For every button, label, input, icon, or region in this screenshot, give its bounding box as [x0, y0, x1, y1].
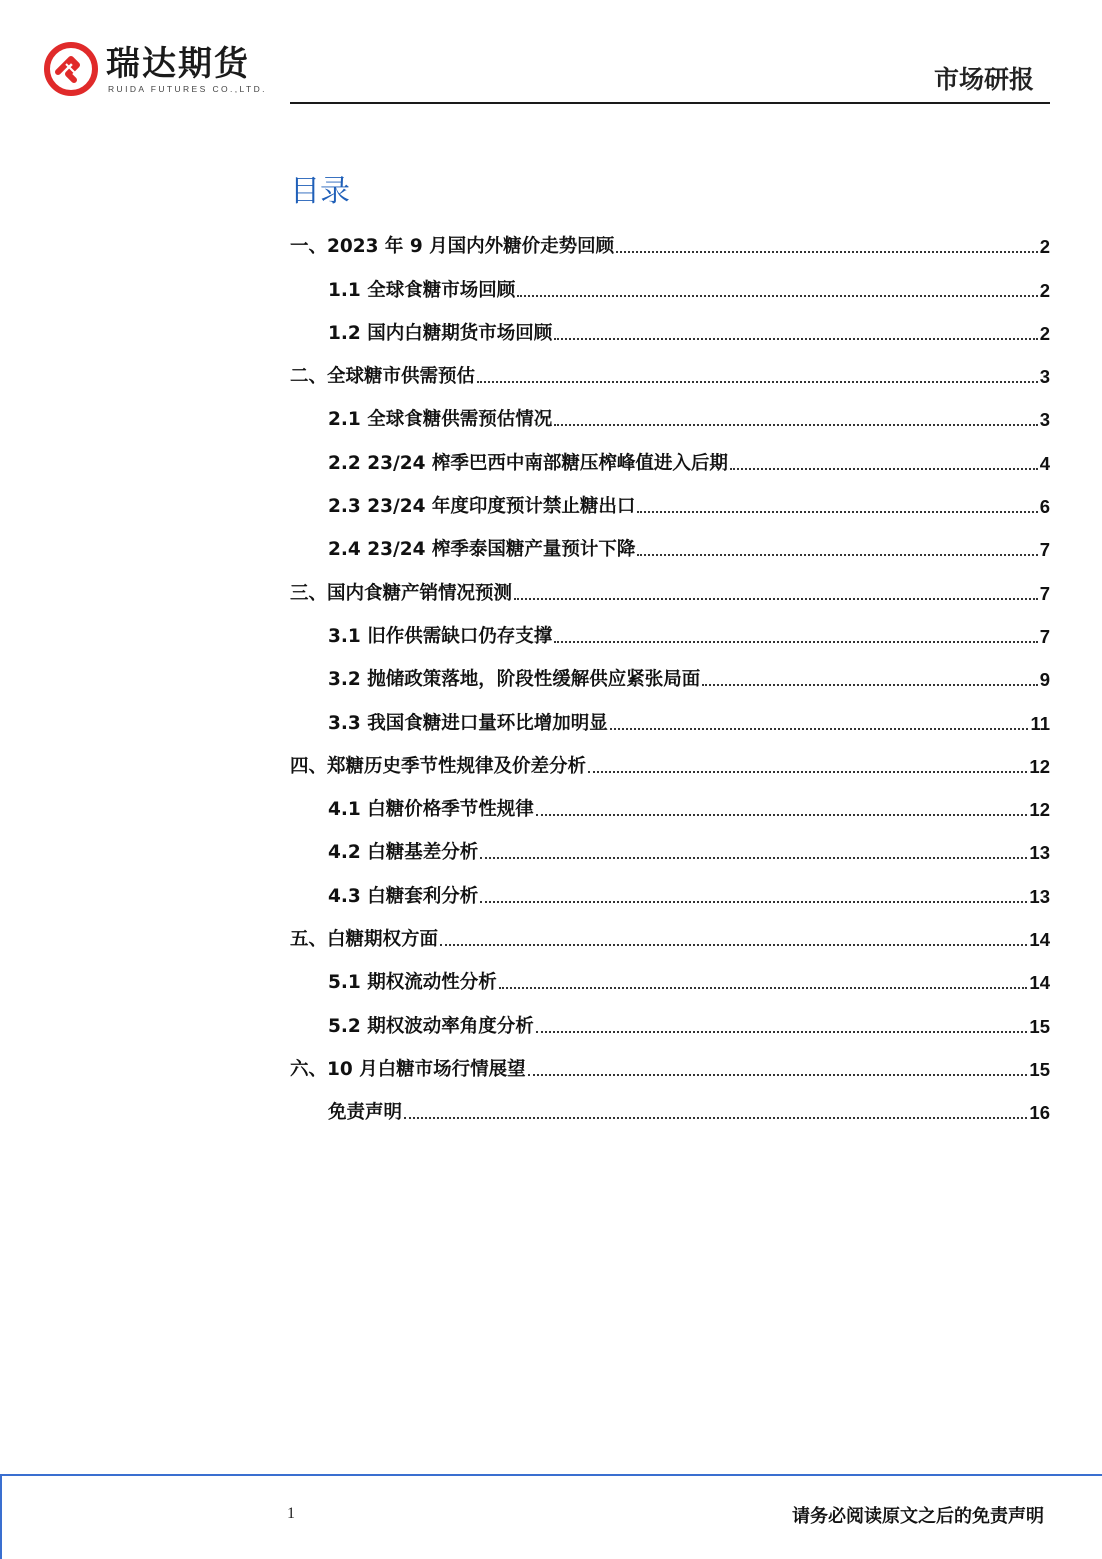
- toc-leader-dots: [499, 987, 1028, 989]
- toc-entry-label: 3.3 我国食糖进口量环比增加明显: [328, 712, 608, 734]
- toc-entry[interactable]: [290, 525, 1050, 568]
- toc-leader-dots: [536, 814, 1028, 816]
- toc-entry-page: 2: [1039, 322, 1050, 344]
- toc-entry-label: 2.1 全球食糖供需预估情况: [328, 409, 553, 431]
- toc-entry-label: 4.3 白糖套利分析: [328, 885, 479, 907]
- company-logo: [44, 42, 294, 98]
- toc-entry-page: 3: [1039, 409, 1050, 431]
- page-number: 1: [287, 1505, 295, 1522]
- toc-entry[interactable]: [290, 482, 1050, 525]
- toc-entry[interactable]: [290, 395, 1050, 438]
- toc-entry-label: 4.2 白糖基差分析: [328, 842, 479, 864]
- logo-english-name: RUIDA FUTURES CO.,LTD.: [108, 84, 267, 94]
- toc-entry[interactable]: [290, 265, 1050, 308]
- toc-entry-page: 3: [1039, 366, 1050, 388]
- toc-entry-label: 2.4 23/24 榨季泰国糖产量预计下降: [328, 539, 636, 561]
- toc-entry-page: 16: [1029, 1102, 1050, 1124]
- toc-entry-label: 1.1 全球食糖市场回顾: [328, 279, 516, 301]
- toc-leader-dots: [480, 901, 1027, 903]
- toc-entry-label: 4.1 白糖价格季节性规律: [328, 799, 534, 821]
- toc-entry-page: 7: [1039, 539, 1050, 561]
- toc-leader-dots: [554, 641, 1037, 643]
- toc-entry-page: 14: [1029, 929, 1050, 951]
- toc-entry-label: 3.2 抛储政策落地，阶段性缓解供应紧张局面: [328, 669, 701, 691]
- disclaimer-note: 请务必阅读原文之后的免责声明: [792, 1506, 1044, 1527]
- toc-entry[interactable]: [290, 828, 1050, 871]
- toc-entry[interactable]: [290, 1001, 1050, 1044]
- toc-entry[interactable]: [290, 568, 1050, 611]
- header-divider: [290, 102, 1050, 104]
- toc-leader-dots: [616, 251, 1038, 253]
- toc-entry-page: 11: [1030, 712, 1050, 734]
- toc-entry-label: 2.2 23/24 榨季巴西中南部糖压榨峰值进入后期: [328, 452, 728, 474]
- toc-entry-label: 二、全球糖市供需预估: [290, 366, 476, 388]
- toc-entry-label: 五、白糖期权方面: [290, 929, 439, 951]
- toc-entry-label: 3.1 旧作供需缺口仍存支撑: [328, 625, 553, 647]
- toc-entry-page: 12: [1029, 755, 1050, 777]
- toc-leader-dots: [528, 1074, 1028, 1076]
- toc-leader-dots: [440, 944, 1027, 946]
- toc-entry[interactable]: [290, 352, 1050, 395]
- toc-entry[interactable]: [290, 871, 1050, 914]
- toc-entry-page: 7: [1039, 625, 1050, 647]
- footer-left-border: [0, 1474, 2, 1559]
- toc-entry[interactable]: [290, 742, 1050, 785]
- toc-leader-dots: [730, 468, 1038, 470]
- toc-entry-page: 2: [1039, 236, 1050, 258]
- toc-entry-page: 7: [1039, 582, 1050, 604]
- toc-entry-label: 一、2023 年 9 月国内外糖价走势回顾: [290, 236, 615, 258]
- toc-entry[interactable]: [290, 655, 1050, 698]
- toc-leader-dots: [480, 857, 1027, 859]
- toc-entry-page: 4: [1039, 452, 1050, 474]
- toc-leader-dots: [637, 554, 1037, 556]
- toc-entry[interactable]: [290, 438, 1050, 481]
- toc-title: 目录: [290, 174, 350, 209]
- toc-entry-page: 6: [1039, 496, 1050, 518]
- toc-leader-dots: [702, 684, 1037, 686]
- toc-entry-label: 三、国内食糖产销情况预测: [290, 582, 513, 604]
- toc-entry-label: 5.2 期权波动率角度分析: [328, 1015, 534, 1037]
- toc-entry-page: 2: [1039, 279, 1050, 301]
- toc-leader-dots: [610, 728, 1029, 730]
- toc-entry[interactable]: [290, 1045, 1050, 1088]
- toc-entry[interactable]: [290, 698, 1050, 741]
- toc-entry-label: 2.3 23/24 年度印度预计禁止糖出口: [328, 496, 636, 518]
- logo-chinese-name: 瑞达期货: [106, 44, 250, 84]
- toc-entry-page: 14: [1029, 972, 1050, 994]
- toc-entry[interactable]: [290, 1088, 1050, 1131]
- toc-leader-dots: [637, 511, 1037, 513]
- footer-divider: [0, 1474, 1102, 1476]
- toc-entry-page: 15: [1029, 1058, 1050, 1080]
- toc-entry-label: 四、郑糖历史季节性规律及价差分析: [290, 755, 587, 777]
- table-of-contents: [290, 222, 1050, 1131]
- toc-leader-dots: [554, 424, 1037, 426]
- toc-leader-dots: [588, 771, 1027, 773]
- toc-entry[interactable]: [290, 785, 1050, 828]
- toc-entry[interactable]: [290, 222, 1050, 265]
- toc-leader-dots: [514, 598, 1038, 600]
- toc-entry[interactable]: [290, 915, 1050, 958]
- toc-entry[interactable]: [290, 309, 1050, 352]
- toc-leader-dots: [517, 295, 1037, 297]
- toc-leader-dots: [536, 1031, 1028, 1033]
- toc-entry[interactable]: [290, 958, 1050, 1001]
- report-type-label: 市场研报: [933, 65, 1034, 94]
- toc-entry-page: 12: [1029, 799, 1050, 821]
- toc-entry[interactable]: [290, 612, 1050, 655]
- toc-entry-page: 13: [1029, 842, 1050, 864]
- toc-leader-dots: [554, 338, 1037, 340]
- toc-entry-page: 9: [1039, 669, 1050, 691]
- toc-entry-label: 5.1 期权流动性分析: [328, 972, 497, 994]
- toc-entry-label: 1.2 国内白糖期货市场回顾: [328, 322, 553, 344]
- toc-entry-page: 15: [1029, 1015, 1050, 1037]
- toc-entry-label: 六、10 月白糖市场行情展望: [290, 1058, 526, 1080]
- toc-entry-page: 13: [1029, 885, 1050, 907]
- ruida-logo-icon: [44, 42, 98, 96]
- toc-entry-label: 免责声明: [328, 1102, 403, 1124]
- toc-leader-dots: [404, 1117, 1027, 1119]
- toc-leader-dots: [477, 381, 1038, 383]
